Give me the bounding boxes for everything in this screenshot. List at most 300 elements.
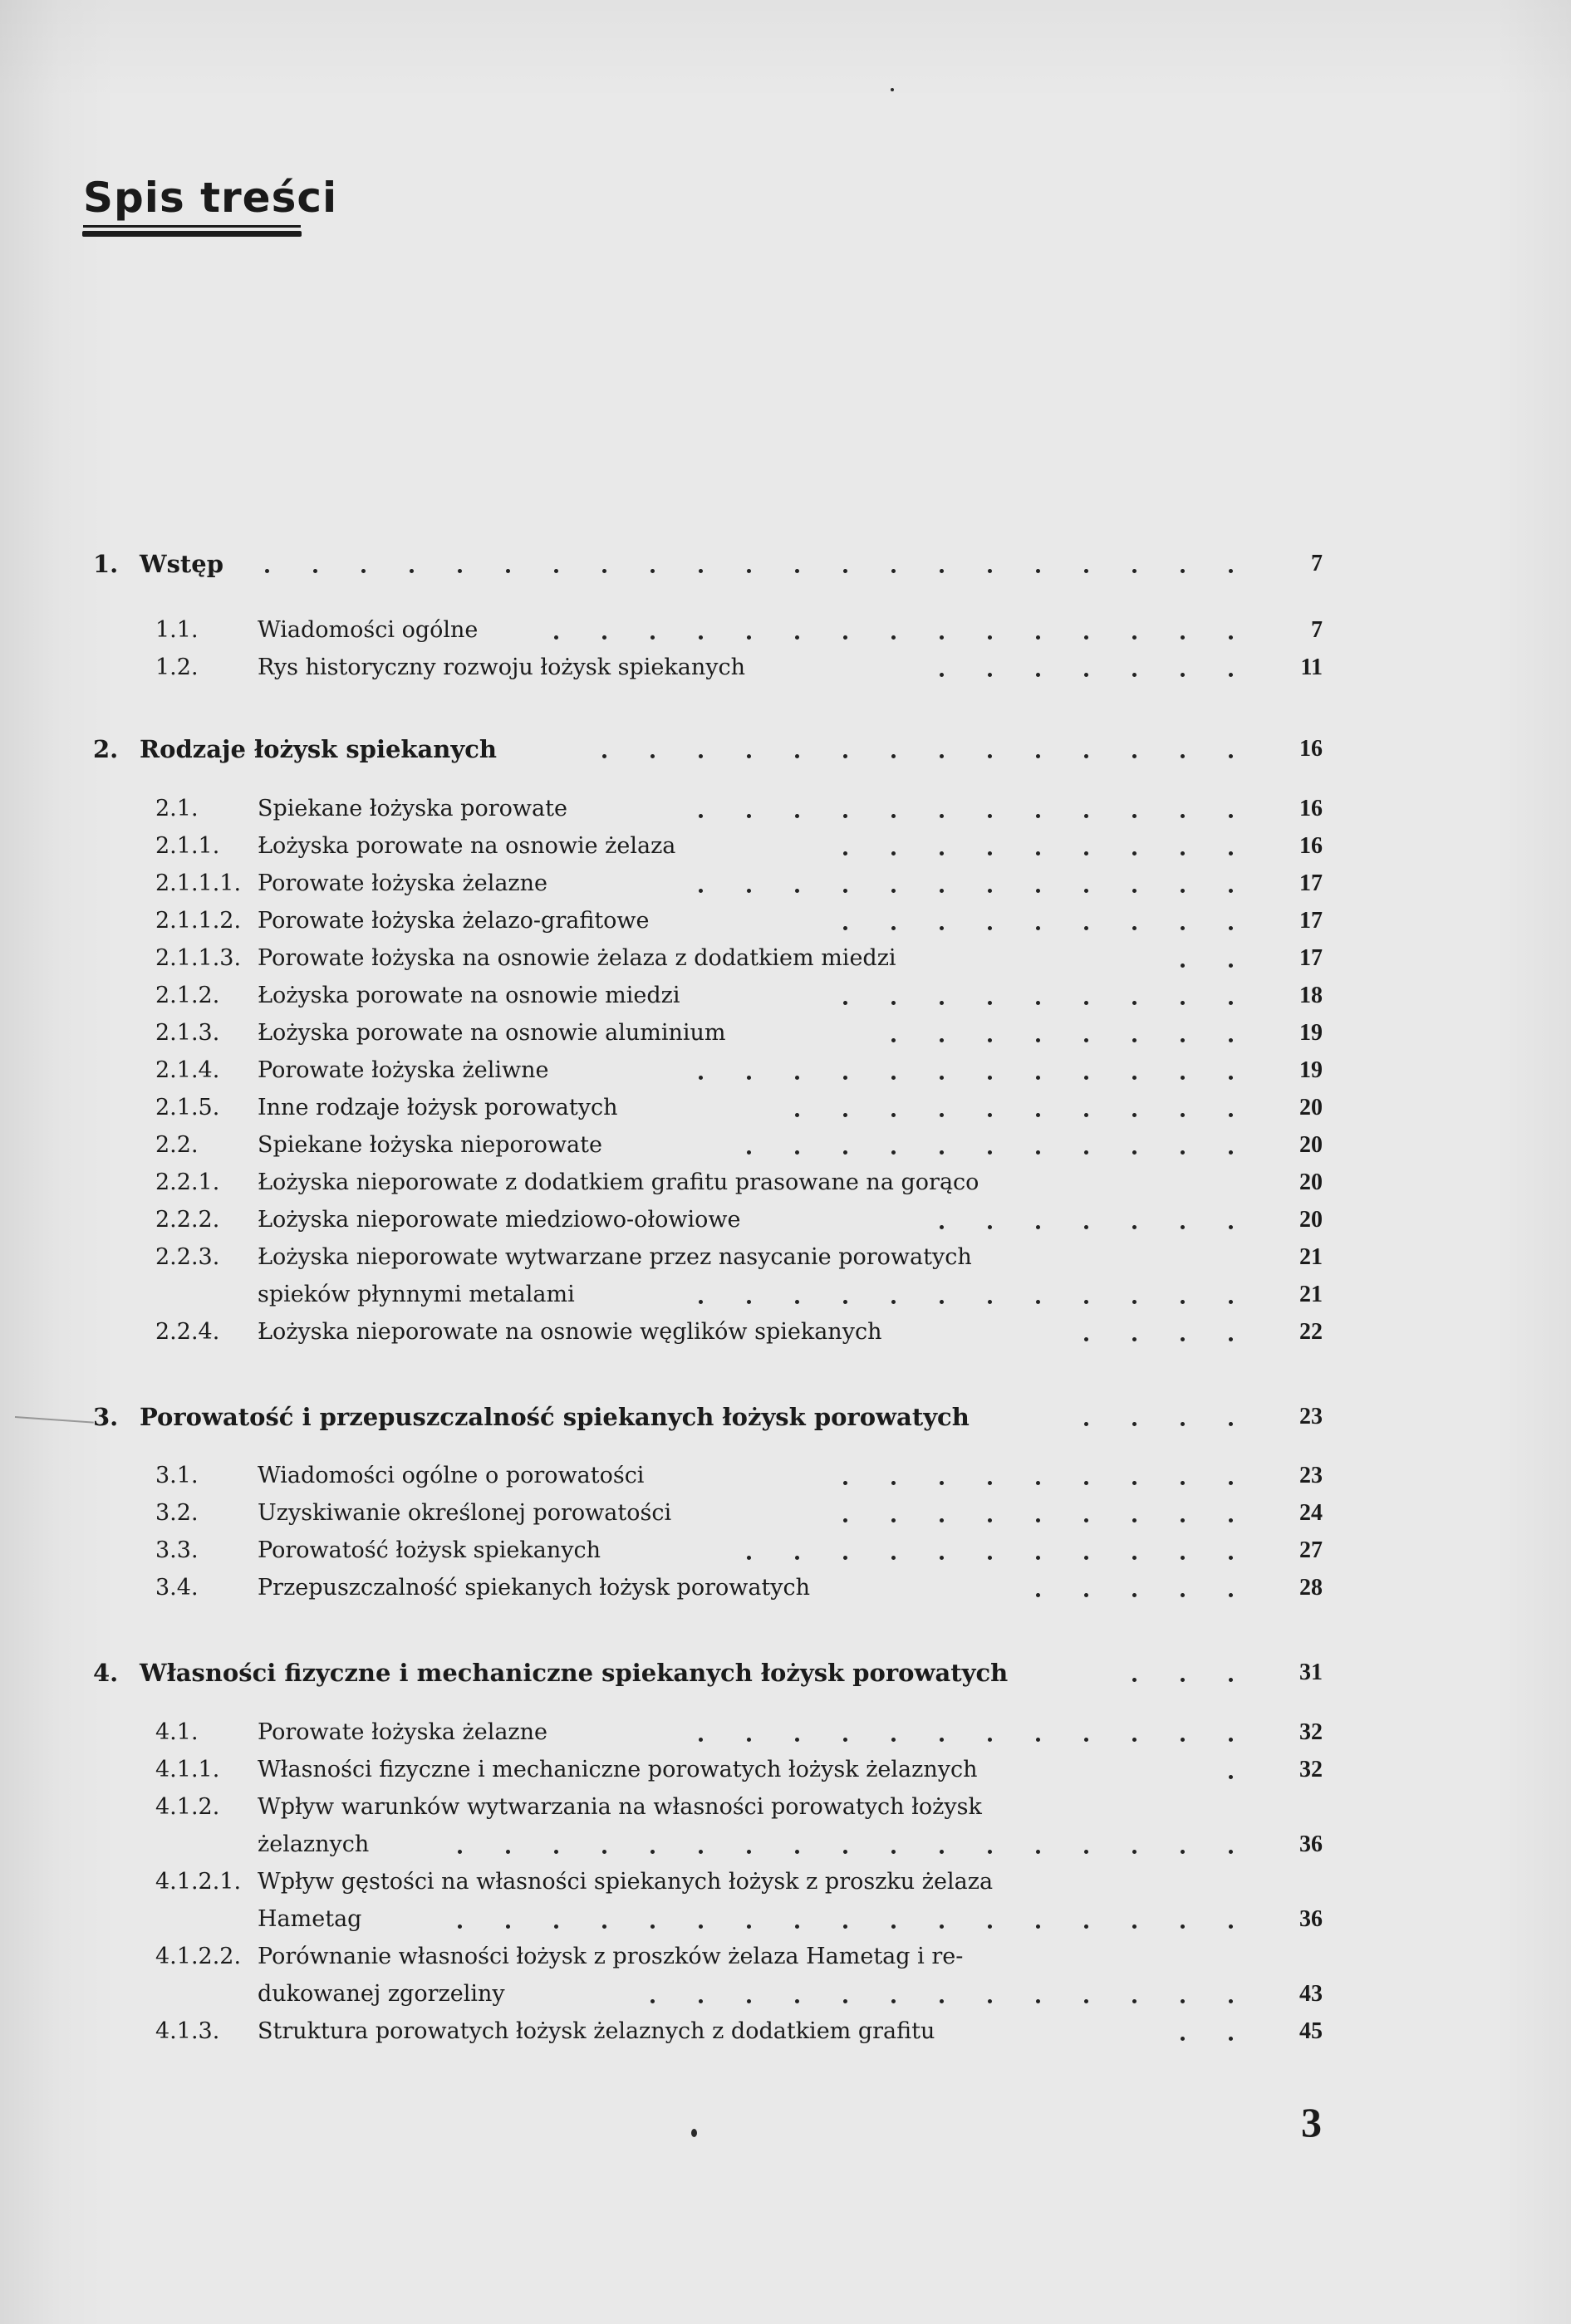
section-title-continued: spieków płynnymi metalami <box>258 1282 575 1307</box>
leader-dot <box>1181 754 1185 758</box>
leader-dot <box>1084 1850 1088 1854</box>
title-underline-thin <box>83 225 301 228</box>
leader-dot <box>940 1556 944 1560</box>
leader-dot <box>1036 1150 1040 1155</box>
dot-leader <box>0 979 1571 1012</box>
toc-entry-3-1[interactable] <box>0 1459 1571 1493</box>
leader-dot <box>458 569 462 573</box>
section-number: 1.1. <box>155 617 199 643</box>
leader-dot <box>747 1738 751 1742</box>
leader-dot <box>988 1150 992 1155</box>
section-title: Łożyska porowate na osnowie miedzi <box>258 983 680 1008</box>
toc-chapter-4[interactable] <box>0 1656 1571 1689</box>
leader-dot <box>1084 1038 1088 1042</box>
section-title: Wpływ warunków wytwarzania na własności porowatych łożysk <box>258 1794 982 1820</box>
leader-dot <box>940 1225 944 1229</box>
page-ref: 7 <box>1311 617 1323 643</box>
leader-dot <box>1036 889 1040 893</box>
toc-entry-2-1-3[interactable] <box>0 1017 1571 1050</box>
leader-dot <box>1229 1556 1233 1560</box>
page-ref: 17 <box>1299 945 1323 971</box>
leader-dot <box>843 889 847 893</box>
leader-dot <box>1132 1518 1137 1522</box>
leader-dot <box>1084 1518 1088 1522</box>
dot-leader <box>0 1278 1571 1312</box>
leader-dot <box>1036 1738 1040 1742</box>
leader-dot <box>843 569 847 573</box>
leader-dot <box>1084 1076 1088 1080</box>
toc-entry-2-1-1-1[interactable] <box>0 867 1571 900</box>
toc-entry-4-1[interactable] <box>0 1716 1571 1749</box>
leader-dot <box>1084 851 1088 856</box>
section-number: 2.1.1.3. <box>155 945 242 971</box>
page-ref: 27 <box>1299 1537 1323 1563</box>
section-number: 2.1.3. <box>155 1020 220 1046</box>
leader-dot <box>843 1113 847 1117</box>
leader-dot <box>1181 1738 1185 1742</box>
leader-dot <box>940 889 944 893</box>
leader-dot <box>891 1556 896 1560</box>
leader-dot <box>602 1850 606 1854</box>
leader-dot <box>1132 1337 1137 1341</box>
dot-leader <box>0 614 1571 647</box>
leader-dot <box>1229 1300 1233 1304</box>
toc-entry-2-2[interactable] <box>0 1129 1571 1162</box>
toc-entry-2-1-1-2[interactable] <box>0 905 1571 938</box>
leader-dot <box>602 635 606 640</box>
leader-dot <box>1132 1422 1137 1426</box>
leader-dot <box>747 635 751 640</box>
section-number: 2.2.4. <box>155 1319 220 1345</box>
dot-leader <box>0 1571 1571 1605</box>
leader-dot <box>1036 1850 1040 1854</box>
leader-dot <box>1084 1113 1088 1117</box>
leader-dot <box>1036 1076 1040 1080</box>
leader-dot <box>1132 1678 1137 1682</box>
leader-dot <box>747 889 751 893</box>
section-title: Struktura porowatych łożysk żelaznych z dodatkiem grafitu <box>258 2018 935 2044</box>
section-number: 2.1.2. <box>155 983 220 1008</box>
dot-leader <box>0 1497 1571 1530</box>
dot-leader <box>0 1129 1571 1162</box>
toc-entry-4-1-2-continued[interactable] <box>0 1828 1571 1861</box>
leader-dot <box>795 1076 799 1080</box>
leader-dot <box>650 569 655 573</box>
leader-dot <box>1181 963 1185 968</box>
leader-dot <box>1229 2037 1233 2041</box>
leader-dot <box>554 1924 558 1929</box>
leader-dot <box>1132 1738 1137 1742</box>
leader-dot <box>699 1300 703 1304</box>
leader-dot <box>891 569 896 573</box>
leader-dot <box>1132 1556 1137 1560</box>
page-ref: 7 <box>1311 551 1323 576</box>
leader-dot <box>1084 1300 1088 1304</box>
section-number: 2.1.4. <box>155 1057 220 1083</box>
section-title: Łożyska nieporowate miedziowo-ołowiowe <box>258 1207 741 1233</box>
leader-dot <box>1036 569 1040 573</box>
leader-dot <box>1181 1001 1185 1005</box>
section-title: Przepuszczalność spiekanych łożysk porowatych <box>258 1575 811 1601</box>
page-ref: 16 <box>1299 736 1323 762</box>
leader-dot <box>1181 1518 1185 1522</box>
leader-dot <box>891 1850 896 1854</box>
toc-entry-4-1-1[interactable] <box>0 1753 1571 1787</box>
leader-dot <box>1132 851 1137 856</box>
leader-dot <box>602 754 606 758</box>
toc-entry-4-1-2[interactable] <box>0 1791 1571 1824</box>
leader-dot <box>940 1518 944 1522</box>
leader-dot <box>1132 1850 1137 1854</box>
section-number: 1.2. <box>155 655 199 680</box>
section-title: Porównanie własności łożysk z proszków żelaza Hametag i re- <box>258 1944 964 1969</box>
leader-dot <box>988 1076 992 1080</box>
page-ref: 17 <box>1299 908 1323 934</box>
toc-chapter-2[interactable] <box>0 733 1571 766</box>
section-number: 3.1. <box>155 1463 199 1488</box>
toc-entry-2-2-3[interactable] <box>0 1241 1571 1274</box>
leader-dot <box>747 569 751 573</box>
leader-dot <box>1229 889 1233 893</box>
section-title: Łożyska nieporowate z dodatkiem grafitu prasowane na gorąco <box>258 1169 979 1195</box>
leader-dot <box>1229 926 1233 930</box>
leader-dot <box>1181 2037 1185 2041</box>
leader-dot <box>988 1225 992 1229</box>
leader-dot <box>1132 754 1137 758</box>
leader-dot <box>891 889 896 893</box>
section-title: Porowatość łożysk spiekanych <box>258 1537 601 1563</box>
toc-entry-2-1-1[interactable] <box>0 830 1571 863</box>
leader-dot <box>1229 1113 1233 1117</box>
section-title: Uzyskiwanie określonej porowatości <box>258 1500 672 1526</box>
section-number: 2.1.1.2. <box>155 908 242 934</box>
toc-entry-2-1-1-3[interactable] <box>0 942 1571 975</box>
leader-dot <box>795 1850 799 1854</box>
leader-dot <box>1132 569 1137 573</box>
leader-dot <box>988 1038 992 1042</box>
leader-dot <box>843 1518 847 1522</box>
leader-dot <box>1181 1924 1185 1929</box>
section-title: Łożyska porowate na osnowie aluminium <box>258 1020 726 1046</box>
leader-dot <box>843 926 847 930</box>
page-ref: 16 <box>1299 833 1323 859</box>
leader-dot <box>940 1481 944 1485</box>
leader-dot <box>988 635 992 640</box>
page-ref: 20 <box>1299 1132 1323 1158</box>
leader-dot <box>988 1999 992 2003</box>
leader-dot <box>843 1481 847 1485</box>
leader-dot <box>1132 814 1137 818</box>
leader-dot <box>843 1076 847 1080</box>
page-ref: 21 <box>1299 1244 1323 1270</box>
chapter-title: Porowatość i przepuszczalność spiekanych łożysk porowatych <box>140 1403 970 1431</box>
toc-entry-2-1-5[interactable] <box>0 1091 1571 1125</box>
toc-entry-2-1[interactable] <box>0 792 1571 826</box>
dot-leader <box>0 1091 1571 1125</box>
leader-dot <box>891 814 896 818</box>
leader-dot <box>650 754 655 758</box>
leader-dot <box>1132 1076 1137 1080</box>
leader-dot <box>795 814 799 818</box>
leader-dot <box>940 1850 944 1854</box>
dot-leader <box>0 1017 1571 1050</box>
toc-entry-2-2-2[interactable] <box>0 1204 1571 1237</box>
leader-dot <box>1229 851 1233 856</box>
toc-entry-4-1-2-2[interactable] <box>0 1940 1571 1973</box>
dot-leader <box>0 1204 1571 1237</box>
section-title: Porowate łożyska żelazne <box>258 1719 548 1745</box>
page-ref: 28 <box>1299 1575 1323 1601</box>
dot-leader <box>0 867 1571 900</box>
page-ref: 20 <box>1299 1207 1323 1233</box>
leader-dot <box>747 1850 751 1854</box>
leader-dot <box>1132 1481 1137 1485</box>
leader-dot <box>843 1001 847 1005</box>
toc-entry-2-1-4[interactable] <box>0 1054 1571 1087</box>
leader-dot <box>265 569 269 573</box>
section-number: 4.1.2.2. <box>155 1944 242 1969</box>
leader-dot <box>1084 1422 1088 1426</box>
leader-dot <box>554 635 558 640</box>
toc-entry-2-2-1[interactable] <box>0 1166 1571 1199</box>
leader-dot <box>1036 1999 1040 2003</box>
leader-dot <box>843 754 847 758</box>
leader-dot <box>1181 1038 1185 1042</box>
toc-entry-4-1-2-1-continued[interactable] <box>0 1903 1571 1936</box>
leader-dot <box>1181 1225 1185 1229</box>
leader-dot <box>1132 673 1137 677</box>
toc-entry-3-3[interactable] <box>0 1534 1571 1567</box>
leader-dot <box>1181 1150 1185 1155</box>
leader-dot <box>988 1518 992 1522</box>
page-ref: 43 <box>1299 1981 1323 2007</box>
section-number: 3.3. <box>155 1537 199 1563</box>
section-number: 2.1.1. <box>155 833 220 859</box>
dot-leader <box>0 547 1571 581</box>
section-title: Porowate łożyska żelazo-grafitowe <box>258 908 650 934</box>
leader-dot <box>1181 1422 1185 1426</box>
toc-entry-1-1[interactable] <box>0 614 1571 647</box>
leader-dot <box>940 926 944 930</box>
leader-dot <box>1181 926 1185 930</box>
chapter-title: Wstęp <box>140 550 224 578</box>
leader-dot <box>1181 1337 1185 1341</box>
leader-dot <box>1132 1038 1137 1042</box>
dot-leader <box>0 1656 1571 1689</box>
leader-dot <box>1229 1337 1233 1341</box>
leader-dot <box>940 1150 944 1155</box>
leader-dot <box>988 851 992 856</box>
leader-dot <box>940 1076 944 1080</box>
leader-dot <box>1084 1001 1088 1005</box>
leader-dot <box>1229 1678 1233 1682</box>
leader-dot <box>1084 1481 1088 1485</box>
dot-leader <box>0 1534 1571 1567</box>
leader-dot <box>891 1150 896 1155</box>
dot-leader <box>0 1459 1571 1493</box>
leader-dot <box>795 1924 799 1929</box>
leader-dot <box>795 569 799 573</box>
leader-dot <box>361 569 366 573</box>
leader-dot <box>506 1850 510 1854</box>
leader-dot <box>1181 635 1185 640</box>
leader-dot <box>891 1481 896 1485</box>
leader-dot <box>1181 673 1185 677</box>
leader-dot <box>699 1738 703 1742</box>
page-ref: 16 <box>1299 796 1323 821</box>
leader-dot <box>699 1924 703 1929</box>
section-number: 2.1.5. <box>155 1095 220 1120</box>
leader-dot <box>843 814 847 818</box>
section-title: Wiadomości ogólne <box>258 617 479 643</box>
section-title: Porowate łożyska żelazne <box>258 870 548 896</box>
leader-dot <box>602 569 606 573</box>
leader-dot <box>891 1038 896 1042</box>
section-number: 4.1.2. <box>155 1794 220 1820</box>
leader-dot <box>988 1300 992 1304</box>
chapter-number: 3. <box>93 1403 119 1431</box>
section-title: Własności fizyczne i mechaniczne porowatych łożysk żelaznych <box>258 1757 978 1782</box>
page-ref: 19 <box>1299 1057 1323 1083</box>
leader-dot <box>1181 814 1185 818</box>
leader-dot <box>1132 1924 1137 1929</box>
leader-dot <box>795 889 799 893</box>
leader-dot <box>891 926 896 930</box>
leader-dot <box>795 1556 799 1560</box>
leader-dot <box>1036 1556 1040 1560</box>
leader-dot <box>1036 1518 1040 1522</box>
leader-dot <box>1229 1518 1233 1522</box>
chapter-number: 2. <box>93 735 119 763</box>
page-ref: 36 <box>1299 1831 1323 1857</box>
leader-dot <box>1084 569 1088 573</box>
leader-dot <box>1229 1076 1233 1080</box>
leader-dot <box>1132 1300 1137 1304</box>
leader-dot <box>843 1300 847 1304</box>
leader-dot <box>1229 963 1233 968</box>
leader-dot <box>650 1924 655 1929</box>
leader-dot <box>1181 1999 1185 2003</box>
leader-dot <box>747 1076 751 1080</box>
leader-dot <box>313 569 317 573</box>
leader-dot <box>940 814 944 818</box>
leader-dot <box>843 1738 847 1742</box>
leader-dot <box>843 1850 847 1854</box>
leader-dot <box>795 1150 799 1155</box>
ink-speck <box>891 88 894 91</box>
leader-dot <box>1229 635 1233 640</box>
leader-dot <box>699 1850 703 1854</box>
leader-dot <box>506 1924 510 1929</box>
leader-dot <box>891 1001 896 1005</box>
section-title: Wpływ gęstości na własności spiekanych łożysk z proszku żelaza <box>258 1869 994 1895</box>
leader-dot <box>410 569 414 573</box>
leader-dot <box>1036 754 1040 758</box>
leader-dot <box>988 926 992 930</box>
leader-dot <box>988 889 992 893</box>
leader-dot <box>1229 1924 1233 1929</box>
dot-leader <box>0 1400 1571 1434</box>
page-ref: 32 <box>1299 1719 1323 1745</box>
page-number: 3 <box>1301 2099 1322 2145</box>
leader-dot <box>1229 1422 1233 1426</box>
leader-dot <box>1132 1001 1137 1005</box>
leader-dot <box>988 1001 992 1005</box>
toc-entry-3-2[interactable] <box>0 1497 1571 1530</box>
section-title: Łożyska nieporowate na osnowie węglików spiekanych <box>258 1319 882 1345</box>
toc-entry-3-4[interactable] <box>0 1571 1571 1605</box>
leader-dot <box>747 1300 751 1304</box>
dot-leader <box>0 2015 1571 2048</box>
section-number: 4.1.3. <box>155 2018 220 2044</box>
toc-entry-4-1-2-2-continued[interactable] <box>0 1978 1571 2011</box>
leader-dot <box>1036 926 1040 930</box>
toc-entry-2-2-3-continued[interactable] <box>0 1278 1571 1312</box>
section-title: Porowate łożyska żeliwne <box>258 1057 549 1083</box>
leader-dot <box>650 635 655 640</box>
leader-dot <box>1229 1481 1233 1485</box>
title-underline-thick <box>82 231 302 237</box>
leader-dot <box>891 1924 896 1929</box>
leader-dot <box>891 1738 896 1742</box>
leader-dot <box>1036 673 1040 677</box>
page-ref: 23 <box>1299 1404 1323 1429</box>
section-title-continued: żelaznych <box>258 1831 370 1857</box>
page-title: Spis treści <box>83 174 338 222</box>
leader-dot <box>1229 569 1233 573</box>
toc-entry-4-1-2-1[interactable] <box>0 1866 1571 1899</box>
leader-dot <box>891 754 896 758</box>
leader-dot <box>1036 814 1040 818</box>
toc-entry-2-1-2[interactable] <box>0 979 1571 1012</box>
leader-dot <box>699 1076 703 1080</box>
leader-dot <box>1229 1038 1233 1042</box>
leader-dot <box>795 1738 799 1742</box>
leader-dot <box>891 635 896 640</box>
page-ref: 36 <box>1299 1906 1323 1932</box>
leader-dot <box>1084 926 1088 930</box>
leader-dot <box>1036 1001 1040 1005</box>
leader-dot <box>940 1038 944 1042</box>
toc-chapter-1[interactable] <box>0 547 1571 581</box>
leader-dot <box>940 851 944 856</box>
leader-dot <box>988 1738 992 1742</box>
section-title: Inne rodzaje łożysk porowatych <box>258 1095 618 1120</box>
dot-leader <box>0 651 1571 684</box>
toc-chapter-3[interactable] <box>0 1400 1571 1434</box>
toc-entry-2-2-4[interactable] <box>0 1316 1571 1349</box>
toc-entry-1-2[interactable] <box>0 651 1571 684</box>
leader-dot <box>940 1738 944 1742</box>
leader-dot <box>1036 1924 1040 1929</box>
dot-leader <box>0 905 1571 938</box>
leader-dot <box>650 1999 655 2003</box>
leader-dot <box>458 1850 462 1854</box>
section-title-continued: Hametag <box>258 1906 362 1932</box>
leader-dot <box>1181 851 1185 856</box>
page-ref: 11 <box>1300 655 1323 680</box>
leader-dot <box>1229 1775 1233 1779</box>
leader-dot <box>988 1113 992 1117</box>
toc-entry-4-1-3[interactable] <box>0 2015 1571 2048</box>
page-ref: 19 <box>1299 1020 1323 1046</box>
page-ref: 20 <box>1299 1169 1323 1195</box>
leader-dot <box>1036 851 1040 856</box>
leader-dot <box>1181 1076 1185 1080</box>
chapter-title: Rodzaje łożysk spiekanych <box>140 735 497 763</box>
leader-dot <box>1229 1001 1233 1005</box>
leader-dot <box>747 1556 751 1560</box>
